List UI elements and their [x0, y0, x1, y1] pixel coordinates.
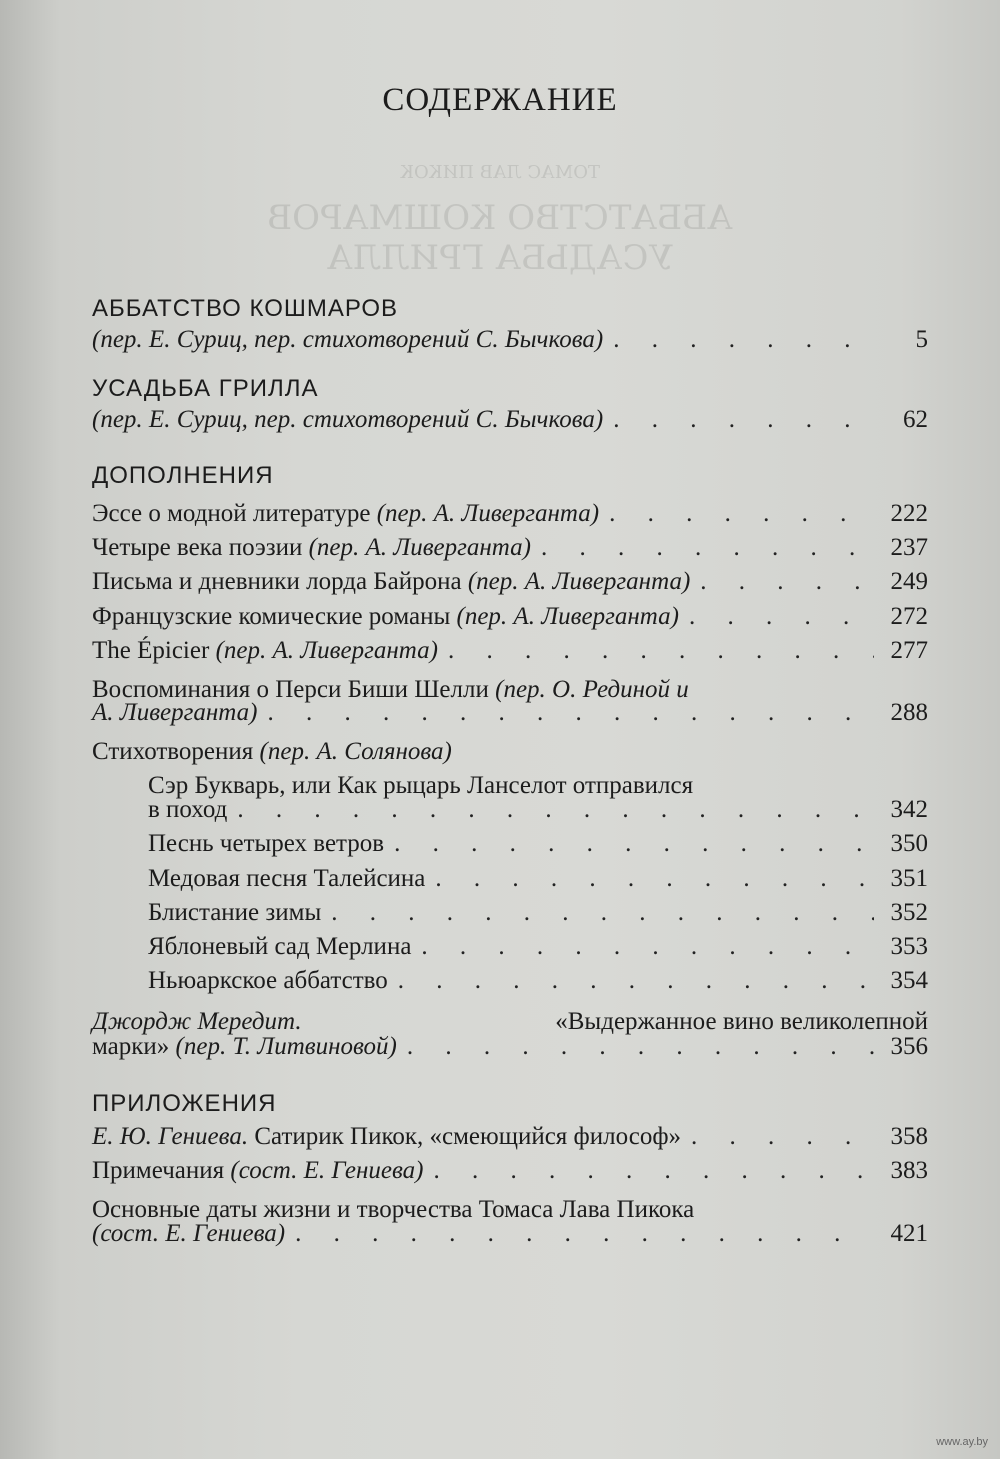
entry-title: Яблоневый сад Мерлина — [148, 933, 412, 960]
entry-title: Медовая песня Талейсина — [148, 865, 426, 892]
page-number: 288 — [890, 699, 928, 726]
toc-entry-four-ages[interactable] — [92, 534, 928, 567]
page-number: 358 — [890, 1123, 928, 1150]
leader-dots — [613, 326, 874, 354]
section-heading-work-2: УСАДЬБА ГРИЛЛА — [92, 375, 319, 402]
page-number: 353 — [890, 933, 928, 960]
leader-dots — [609, 500, 874, 528]
page-number: 5 — [915, 326, 928, 353]
entry-title: Примечания — [92, 1157, 225, 1184]
page-number: 354 — [890, 967, 928, 994]
page-number: 342 — [890, 796, 928, 823]
toc-entry-byron[interactable] — [92, 568, 928, 601]
page-number: 237 — [890, 534, 928, 561]
toc-entry-dates-line-2[interactable] — [92, 1220, 928, 1253]
leader-dots — [691, 1123, 874, 1151]
page-number: 356 — [890, 1033, 928, 1060]
entry-title: в поход — [148, 796, 228, 823]
entry-credit: (сост. Е. Гениева) — [92, 1220, 286, 1247]
leader-dots — [421, 933, 874, 961]
entry-title: Эссе о модной литературе — [92, 500, 371, 527]
entry-credit: (пер. А. Ливерганта) — [456, 603, 679, 630]
leader-dots — [448, 637, 874, 665]
toc-group-poems — [92, 738, 452, 766]
entry-title: «Выдержанное вино великолепной — [555, 1008, 928, 1035]
entry-credit: (пер. Е. Суриц, пер. стихотворений С. Бычкова) — [92, 406, 604, 433]
page-number: 351 — [890, 865, 928, 892]
toc-entry-meredith-line-2[interactable] — [92, 1033, 928, 1066]
leader-dots — [613, 406, 874, 434]
entry-title-cont: марки» — [92, 1033, 170, 1060]
section-heading-supplements: ДОПОЛНЕНИЯ — [92, 462, 274, 489]
entry-title: Сатирик Пикок, «смеющийся философ» — [254, 1123, 682, 1150]
show-through-author: ТОМАС ЛАВ ПИКОК — [400, 162, 600, 183]
group-title: Стихотворения — [92, 738, 254, 765]
show-through-title-1: АББАТСТВО КОШМАРОВ — [267, 198, 733, 238]
toc-entry-dates-line-1[interactable]: Основные даты жизни и творчества Томаса Лава Пикока — [92, 1196, 695, 1223]
page-number: 350 — [890, 830, 928, 857]
page-number: 352 — [890, 899, 928, 926]
toc-entry-newark[interactable] — [148, 967, 928, 1000]
leader-dots — [237, 796, 874, 824]
section-heading-work-1: АББАТСТВО КОШМАРОВ — [92, 295, 399, 322]
toc-entry-sir-bookworm-line-1[interactable]: Сэр Букварь, или Как рыцарь Ланселот отправился — [148, 772, 694, 799]
leader-dots — [394, 830, 874, 858]
toc-entry-meredith-line-1[interactable] — [92, 1008, 928, 1036]
entry-author: Е. Ю. Гениева. — [92, 1123, 249, 1150]
toc-entry-notes[interactable] — [92, 1157, 928, 1190]
toc-entry-french-novels[interactable] — [92, 603, 928, 636]
page-number: 249 — [890, 568, 928, 595]
entry-credit: (пер. О. Рединой и — [495, 676, 689, 703]
entry-title: Французские комические романы — [92, 603, 451, 630]
leader-dots — [434, 1157, 874, 1185]
toc-entry-sir-bookworm-line-2[interactable] — [148, 796, 928, 829]
toc-entry-work-1[interactable] — [92, 326, 928, 359]
page-number: 222 — [890, 500, 928, 527]
entry-title: Воспоминания о Перси Биши Шелли — [92, 676, 489, 703]
watermark: www.ay.by — [936, 1436, 988, 1448]
leader-dots — [541, 534, 874, 562]
page-number: 272 — [890, 603, 928, 630]
page-number: 62 — [903, 406, 928, 433]
entry-credit: (сост. Е. Гениева) — [230, 1157, 424, 1184]
entry-title: Блистание зимы — [148, 899, 322, 926]
entry-title: The Épicier — [92, 637, 210, 664]
page-title: СОДЕРЖАНИЕ — [382, 82, 618, 118]
toc-entry-epicier[interactable] — [92, 637, 928, 670]
toc-entry-merlin[interactable] — [148, 933, 928, 966]
leader-dots — [398, 967, 874, 995]
leader-dots — [295, 1220, 874, 1248]
leader-dots — [435, 865, 874, 893]
leader-dots — [268, 699, 875, 727]
section-heading-appendices: ПРИЛОЖЕНИЯ — [92, 1090, 277, 1117]
entry-credit: (пер. Е. Суриц, пер. стихотворений С. Бычкова) — [92, 326, 604, 353]
entry-credit: (пер. А. Ливерганта) — [215, 637, 438, 664]
entry-title: Письма и дневники лорда Байрона — [92, 568, 462, 595]
toc-entry-winter[interactable] — [148, 899, 928, 932]
leader-dots — [689, 603, 874, 631]
page-number: 421 — [890, 1220, 928, 1247]
toc-entry-taliesin[interactable] — [148, 865, 928, 898]
entry-credit: (пер. А. Ливерганта) — [467, 568, 691, 595]
toc-entry-essay[interactable] — [92, 500, 928, 533]
entry-title: Четыре века поэзии — [92, 534, 303, 561]
entry-credit: (пер. А. Ливерганта) — [308, 534, 531, 561]
page-number: 277 — [890, 637, 928, 664]
entry-credit: (пер. А. Ливерганта) — [376, 500, 600, 527]
entry-title: Песнь четырех ветров — [148, 830, 385, 857]
entry-author: Джордж Мередит. — [92, 1008, 302, 1035]
toc-entry-work-2[interactable] — [92, 406, 928, 439]
entry-credit: (пер. Т. Литвиновой) — [175, 1033, 397, 1060]
leader-dots — [407, 1033, 874, 1061]
entry-title: Ньюаркское аббатство — [148, 967, 388, 994]
toc-entry-shelley-line-2[interactable] — [92, 699, 928, 732]
toc-entry-genieva-essay[interactable] — [92, 1123, 928, 1156]
entry-credit: А. Ливерганта) — [92, 699, 258, 726]
group-credit: (пер. А. Солянова) — [259, 738, 452, 765]
show-through-title-2: УСАДЬБА ГРИЛЛА — [327, 238, 673, 278]
toc-entry-four-winds[interactable] — [148, 830, 928, 863]
leader-dots — [331, 899, 874, 927]
leader-dots — [700, 568, 874, 596]
page-number: 383 — [890, 1157, 928, 1184]
